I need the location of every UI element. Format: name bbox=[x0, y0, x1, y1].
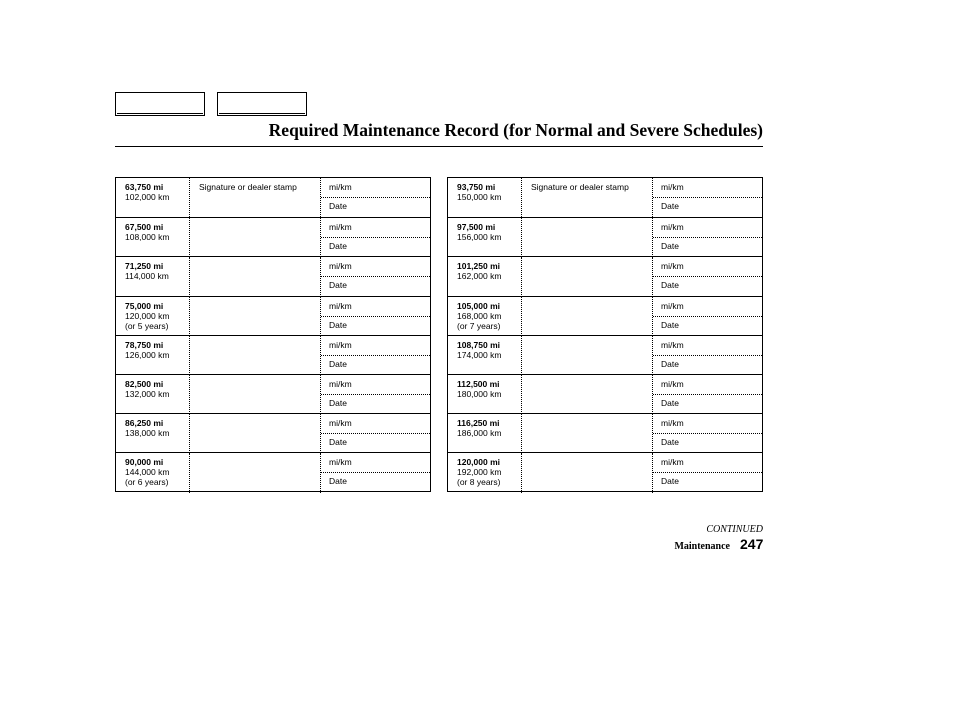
title-rule bbox=[115, 146, 763, 147]
mileage-km: 192,000 km bbox=[457, 467, 502, 478]
signature-stamp-field[interactable] bbox=[189, 414, 321, 453]
mileage-km: 108,000 km bbox=[125, 232, 170, 243]
signature-stamp-field[interactable] bbox=[521, 375, 653, 414]
mileage-cell bbox=[125, 340, 169, 360]
date-field[interactable]: Date bbox=[329, 241, 347, 252]
mileage-km: 180,000 km bbox=[457, 389, 502, 399]
mileage-date-entry bbox=[321, 375, 430, 414]
mileage-miles: 97,500 mi bbox=[457, 222, 496, 233]
mileage-cell bbox=[457, 182, 501, 202]
mi-km-field[interactable]: mi/km bbox=[329, 261, 352, 272]
table-row bbox=[448, 256, 762, 296]
mileage-miles: 71,250 mi bbox=[125, 261, 164, 272]
mi-km-field[interactable]: mi/km bbox=[661, 261, 684, 272]
mileage-miles: 116,250 mi bbox=[457, 418, 500, 429]
signature-stamp-field[interactable] bbox=[521, 336, 653, 375]
signature-stamp-field[interactable] bbox=[521, 453, 653, 492]
mileage-km: 120,000 km bbox=[125, 310, 170, 321]
signature-stamp-field[interactable] bbox=[189, 336, 321, 375]
signature-stamp-field[interactable] bbox=[521, 297, 653, 336]
table-row bbox=[448, 178, 762, 217]
mileage-km: 138,000 km bbox=[125, 428, 170, 439]
mileage-cell bbox=[457, 457, 501, 487]
mi-km-field[interactable]: mi/km bbox=[661, 457, 684, 468]
mileage-date-entry bbox=[321, 178, 430, 217]
dotted-divider bbox=[653, 276, 762, 277]
dotted-divider bbox=[653, 197, 762, 198]
mileage-cell bbox=[125, 182, 169, 202]
mi-km-field[interactable]: mi/km bbox=[329, 418, 352, 429]
mileage-cell bbox=[457, 418, 501, 438]
date-field[interactable]: Date bbox=[661, 476, 679, 487]
dotted-divider bbox=[653, 394, 762, 395]
mileage-date-entry bbox=[653, 178, 762, 217]
mileage-miles: 112,500 mi bbox=[457, 379, 500, 389]
mileage-miles: 90,000 mi bbox=[125, 457, 164, 468]
signature-stamp-label: Signature or dealer stamp bbox=[531, 182, 629, 192]
mileage-cell bbox=[457, 301, 501, 331]
continued-label: CONTINUED bbox=[706, 524, 763, 535]
table-row bbox=[116, 256, 430, 296]
signature-stamp-field[interactable] bbox=[521, 178, 653, 217]
mileage-date-entry bbox=[653, 297, 762, 336]
date-field[interactable]: Date bbox=[661, 280, 679, 291]
date-field[interactable]: Date bbox=[329, 201, 347, 211]
mileage-date-entry bbox=[653, 218, 762, 257]
signature-stamp-field[interactable] bbox=[189, 218, 321, 257]
mileage-date-entry bbox=[321, 297, 430, 336]
dotted-divider bbox=[321, 355, 430, 356]
table-row bbox=[448, 296, 762, 336]
date-field[interactable]: Date bbox=[661, 241, 679, 252]
mileage-cell bbox=[125, 261, 169, 281]
mileage-date-entry bbox=[653, 375, 762, 414]
mileage-date-entry bbox=[653, 336, 762, 375]
mileage-km: 186,000 km bbox=[457, 428, 502, 439]
table-row bbox=[448, 452, 762, 492]
mileage-km: 114,000 km bbox=[125, 271, 169, 282]
signature-stamp-label: Signature or dealer stamp bbox=[199, 182, 297, 192]
mileage-cell bbox=[125, 457, 169, 487]
mi-km-field[interactable]: mi/km bbox=[329, 222, 352, 233]
page-title: Required Maintenance Record (for Normal and Severe Schedules) bbox=[268, 120, 763, 140]
mi-km-field[interactable]: mi/km bbox=[329, 339, 352, 350]
signature-stamp-field[interactable] bbox=[189, 178, 321, 217]
mileage-km: 144,000 km bbox=[125, 467, 170, 478]
table-row bbox=[116, 413, 430, 453]
nav-tab-index[interactable] bbox=[217, 92, 307, 116]
dotted-divider bbox=[321, 276, 430, 277]
section-name: Maintenance bbox=[674, 541, 730, 552]
date-field[interactable]: Date bbox=[329, 319, 347, 330]
date-field[interactable]: Date bbox=[329, 280, 347, 291]
table-row bbox=[116, 374, 430, 414]
mileage-km: 126,000 km bbox=[125, 349, 170, 360]
table-row bbox=[448, 335, 762, 375]
table-row bbox=[116, 217, 430, 257]
dotted-divider bbox=[653, 237, 762, 238]
date-field[interactable]: Date bbox=[661, 437, 679, 448]
mileage-years: (or 6 years) bbox=[125, 477, 169, 488]
mi-km-field[interactable]: mi/km bbox=[661, 222, 684, 233]
mileage-km: 102,000 km bbox=[125, 192, 170, 202]
mileage-cell bbox=[125, 301, 169, 331]
table-row bbox=[116, 178, 430, 217]
mileage-miles: 101,250 mi bbox=[457, 261, 501, 272]
mileage-cell bbox=[125, 379, 169, 399]
mi-km-field[interactable]: mi/km bbox=[329, 182, 352, 192]
mi-km-field[interactable]: mi/km bbox=[661, 379, 684, 389]
mi-km-field[interactable]: mi/km bbox=[661, 182, 684, 192]
date-field[interactable]: Date bbox=[661, 319, 679, 330]
mileage-miles: 86,250 mi bbox=[125, 418, 164, 429]
mileage-miles: 63,750 mi bbox=[125, 182, 164, 192]
mileage-date-entry bbox=[653, 257, 762, 296]
table-row bbox=[448, 217, 762, 257]
signature-stamp-field[interactable] bbox=[521, 414, 653, 453]
dotted-divider bbox=[321, 433, 430, 434]
table-row bbox=[116, 452, 430, 492]
dotted-divider bbox=[321, 394, 430, 395]
page-number: 247 bbox=[740, 536, 764, 552]
signature-stamp-field[interactable] bbox=[189, 375, 321, 414]
mi-km-field[interactable]: mi/km bbox=[329, 457, 352, 468]
mileage-km: 132,000 km bbox=[125, 389, 170, 399]
signature-stamp-field[interactable] bbox=[189, 297, 321, 336]
dotted-divider bbox=[321, 237, 430, 238]
date-field[interactable]: Date bbox=[329, 476, 347, 487]
mileage-date-entry bbox=[321, 414, 430, 453]
mileage-date-entry bbox=[321, 336, 430, 375]
mileage-cell bbox=[457, 261, 501, 281]
nav-tab-main-menu[interactable] bbox=[115, 92, 205, 116]
mileage-date-entry bbox=[321, 257, 430, 296]
mileage-miles: 93,750 mi bbox=[457, 182, 496, 192]
signature-stamp-field[interactable] bbox=[189, 257, 321, 296]
dotted-divider bbox=[321, 197, 430, 198]
mileage-years: (or 5 years) bbox=[125, 320, 169, 331]
mileage-cell bbox=[457, 222, 501, 242]
signature-stamp-field[interactable] bbox=[521, 218, 653, 257]
date-field[interactable]: Date bbox=[329, 398, 347, 408]
table-row bbox=[448, 413, 762, 453]
mileage-miles: 78,750 mi bbox=[125, 339, 164, 350]
mileage-km: 174,000 km bbox=[457, 349, 502, 360]
mileage-miles: 120,000 mi bbox=[457, 457, 501, 468]
mileage-miles: 75,000 mi bbox=[125, 300, 164, 311]
table-row bbox=[116, 335, 430, 375]
dotted-divider bbox=[321, 316, 430, 317]
mileage-miles: 105,000 mi bbox=[457, 300, 501, 311]
mileage-km: 162,000 km bbox=[457, 271, 502, 282]
dotted-divider bbox=[653, 433, 762, 434]
maintenance-record-table-left bbox=[115, 177, 431, 492]
dotted-divider bbox=[321, 472, 430, 473]
dotted-divider bbox=[653, 355, 762, 356]
mileage-years: (or 8 years) bbox=[457, 477, 501, 488]
mileage-date-entry bbox=[653, 414, 762, 453]
date-field[interactable]: Date bbox=[329, 358, 347, 369]
mi-km-field[interactable]: mi/km bbox=[661, 418, 684, 429]
mi-km-field[interactable]: mi/km bbox=[661, 339, 684, 350]
mileage-cell bbox=[125, 222, 169, 242]
mileage-years: (or 7 years) bbox=[457, 320, 501, 331]
date-field[interactable]: Date bbox=[329, 437, 347, 448]
mileage-km: 156,000 km bbox=[457, 232, 502, 243]
mi-km-field[interactable]: mi/km bbox=[661, 300, 684, 311]
signature-stamp-field[interactable] bbox=[189, 453, 321, 492]
dotted-divider bbox=[653, 472, 762, 473]
mi-km-field[interactable]: mi/km bbox=[329, 300, 352, 311]
dotted-divider bbox=[653, 316, 762, 317]
mileage-cell bbox=[457, 340, 501, 360]
mileage-date-entry bbox=[321, 218, 430, 257]
mileage-miles: 67,500 mi bbox=[125, 222, 164, 233]
mileage-date-entry bbox=[653, 453, 762, 492]
mileage-km: 168,000 km bbox=[457, 310, 502, 321]
date-field[interactable]: Date bbox=[661, 201, 679, 211]
date-field[interactable]: Date bbox=[661, 358, 679, 369]
table-row bbox=[116, 296, 430, 336]
date-field[interactable]: Date bbox=[661, 398, 679, 408]
mileage-cell bbox=[125, 418, 169, 438]
mileage-date-entry bbox=[321, 453, 430, 492]
mileage-cell bbox=[457, 379, 501, 399]
mileage-miles: 82,500 mi bbox=[125, 379, 164, 389]
mileage-km: 150,000 km bbox=[457, 192, 502, 202]
mileage-miles: 108,750 mi bbox=[457, 339, 501, 350]
maintenance-record-table-right bbox=[447, 177, 763, 492]
signature-stamp-field[interactable] bbox=[521, 257, 653, 296]
mi-km-field[interactable]: mi/km bbox=[329, 379, 352, 389]
table-row bbox=[448, 374, 762, 414]
